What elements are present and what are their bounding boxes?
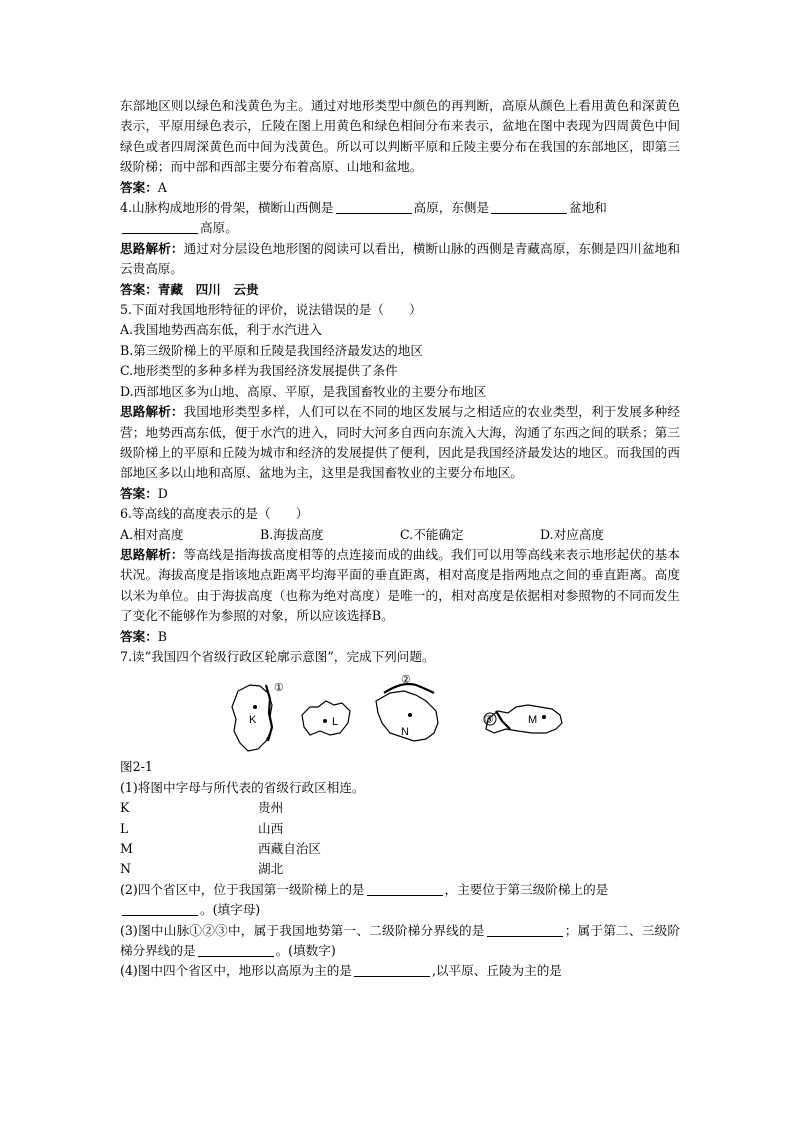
question-6: 6.等高线的高度表示的是（ ）	[120, 506, 309, 522]
blank[interactable]	[367, 882, 443, 896]
match-province[interactable]: 西藏自治区	[258, 841, 321, 856]
s2-text-a: (2)四个省区中，位于我国第一级阶梯上的是	[120, 881, 365, 897]
mountain-3	[496, 711, 510, 729]
match-letter[interactable]: N	[120, 861, 132, 877]
s2-text-b: ，主要位于第三级阶梯上的是	[444, 881, 609, 897]
analysis-text: 等高线是指海拔高度相等的点连接而成的曲线。我们可以用等高线来表示地形起伏的基本状况。海拔高度是指该地点距离平均海平面的垂直距离，相对高度是指两地点之间的垂直距离。高度以米为单位。由于海拔高度（也称为绝对高度）是唯一的，相对高度是依据相对参照物的不同而发生了变化不能够作为参照的对象，所以应该选择B。	[120, 546, 681, 624]
analysis-6	[120, 545, 680, 627]
outline-l	[302, 701, 350, 735]
s3-text-c: 。(填数字)	[275, 943, 336, 959]
analysis-4	[120, 239, 680, 280]
option-5d: D.西部地区多为山地、高原、平原，是我国畜牧业的主要分布地区	[120, 383, 487, 399]
label-k: K	[249, 714, 257, 727]
answer-label: 答案：	[120, 281, 158, 297]
answer-5	[120, 484, 680, 504]
capital-m-dot	[542, 715, 546, 719]
province-outline-figure	[120, 671, 680, 757]
sub-question-2	[120, 880, 680, 921]
s4-text-a: (4)图中四个省区中，地形以高原为主的是	[120, 963, 352, 979]
label-m: M	[528, 714, 538, 727]
answer-label: 答案：	[120, 179, 158, 195]
sub-question-3	[120, 921, 680, 962]
blank[interactable]	[122, 220, 198, 234]
s4-text-b: ,以平原、丘陵为主的是	[431, 963, 562, 979]
match-province[interactable]: 山西	[258, 820, 284, 836]
q4-text-c: 盆地和	[569, 200, 607, 216]
analysis-text: 通过对分层设色地形图的阅读可以看出，横断山脉的西侧是青藏高原，东侧是四川盆地和云贵高原。	[120, 240, 681, 277]
analysis-label: 思路解析：	[120, 404, 184, 420]
blank[interactable]	[336, 200, 412, 214]
option-5a: A.我国地势西高东低，利于水汽进入	[120, 322, 323, 338]
s3-text-b: ；属于第二、三级阶梯分界线的是	[120, 922, 680, 959]
blank[interactable]	[491, 200, 567, 214]
answer-3	[120, 178, 680, 198]
analysis-5	[120, 402, 680, 484]
label-mountain-3: ③	[484, 714, 494, 727]
figure-caption: 图2-1	[120, 759, 153, 775]
sub-question-4	[120, 961, 680, 981]
capital-k-dot	[253, 705, 257, 709]
options-6	[120, 525, 680, 545]
answer-label: 答案：	[120, 628, 158, 644]
match-province[interactable]: 湖北	[258, 861, 284, 877]
s3-text-a: (3)图中山脉①②③中，属于我国地势第一、二级阶梯分界线的是	[120, 922, 485, 938]
q4-text-b: 高原，东侧是	[413, 200, 490, 216]
match-letter[interactable]: L	[120, 820, 129, 836]
q4-text-a: 4.山脉构成地形的骨架，横断山西侧是	[120, 200, 334, 216]
province-outline-map	[120, 671, 680, 757]
answer-value: B	[157, 628, 168, 644]
analysis-text: 我国地形类型多样，人们可以在不同的地区发展与之相适应的农业类型，利于发展多种经营；地势西高东低，便于水汽的进入，同时大河多自西向东流入大海，沟通了东西之间的联系；第三级阶梯上的平原和丘陵为城市和经济的发展提供了便利，因此是我国经济最发达的地区。而我国的西部地区多以山地和高原、盆地为主，这里是我国畜牧业的主要分布地区。	[120, 404, 681, 481]
option-5b: B.第三级阶梯上的平原和丘陵是我国经济最发达的地区	[120, 342, 423, 358]
label-mountain-1: ①	[274, 682, 284, 695]
question-4	[120, 198, 680, 239]
blank[interactable]	[487, 923, 563, 937]
option-6d: D.对应高度	[540, 526, 605, 542]
paragraph-analysis-3: 东部地区则以绿色和浅黄色为主。通过对地形类型中颜色的再判断，高原从颜色上看用黄色和深黄色表示，平原用绿色表示，丘陵在图上用黄色和绿色相间分布来表示，盆地在图中表现为四周黄色中间绿色或者四周深黄色而中间为浅黄色。所以可以判断平原和丘陵主要分布在我国的东部地区，即第三级阶梯；而中部和西部主要分布着高原、山地和盆地。	[120, 98, 680, 175]
answer-value: D	[157, 485, 168, 501]
match-letter[interactable]: M	[120, 841, 133, 856]
option-6c: C.不能确定	[400, 526, 464, 542]
option-6a: A.相对高度	[120, 526, 184, 542]
question-7: 7.读“我国四个省级行政区轮廓示意图”，完成下列问题。	[120, 648, 435, 664]
matching-list	[120, 798, 680, 880]
label-n: N	[401, 726, 409, 739]
capital-n-dot	[408, 713, 412, 717]
analysis-label: 思路解析：	[120, 240, 184, 256]
blank[interactable]	[122, 902, 198, 916]
label-l: L	[332, 716, 339, 729]
question-5: 5.下面对我国地形特征的评价，说法错误的是（ ）	[120, 302, 422, 318]
answer-6	[120, 627, 680, 647]
match-letter[interactable]: K	[120, 800, 130, 816]
q4-text-d: 高原。	[200, 220, 238, 236]
answer-value: A	[157, 179, 167, 195]
outline-m	[486, 705, 562, 733]
answer-label: 答案：	[120, 485, 158, 501]
match-province[interactable]: 贵州	[258, 800, 284, 816]
s2-text-c: 。(填字母)	[200, 902, 261, 918]
sub-question-1: (1)将图中字母与所代表的省级行政区相连。	[120, 779, 365, 795]
blank[interactable]	[354, 963, 430, 977]
label-mountain-2: ②	[401, 674, 411, 687]
option-6b: B.海拔高度	[260, 526, 324, 542]
document-page	[120, 96, 680, 982]
answer-value: 青藏 四川 云贵	[157, 281, 259, 297]
capital-l-dot	[323, 719, 327, 723]
blank[interactable]	[198, 943, 274, 957]
analysis-label: 思路解析：	[120, 546, 184, 562]
answer-4	[120, 280, 680, 300]
option-5c: C.地形类型的多种多样为我国经济发展提供了条件	[120, 363, 398, 379]
